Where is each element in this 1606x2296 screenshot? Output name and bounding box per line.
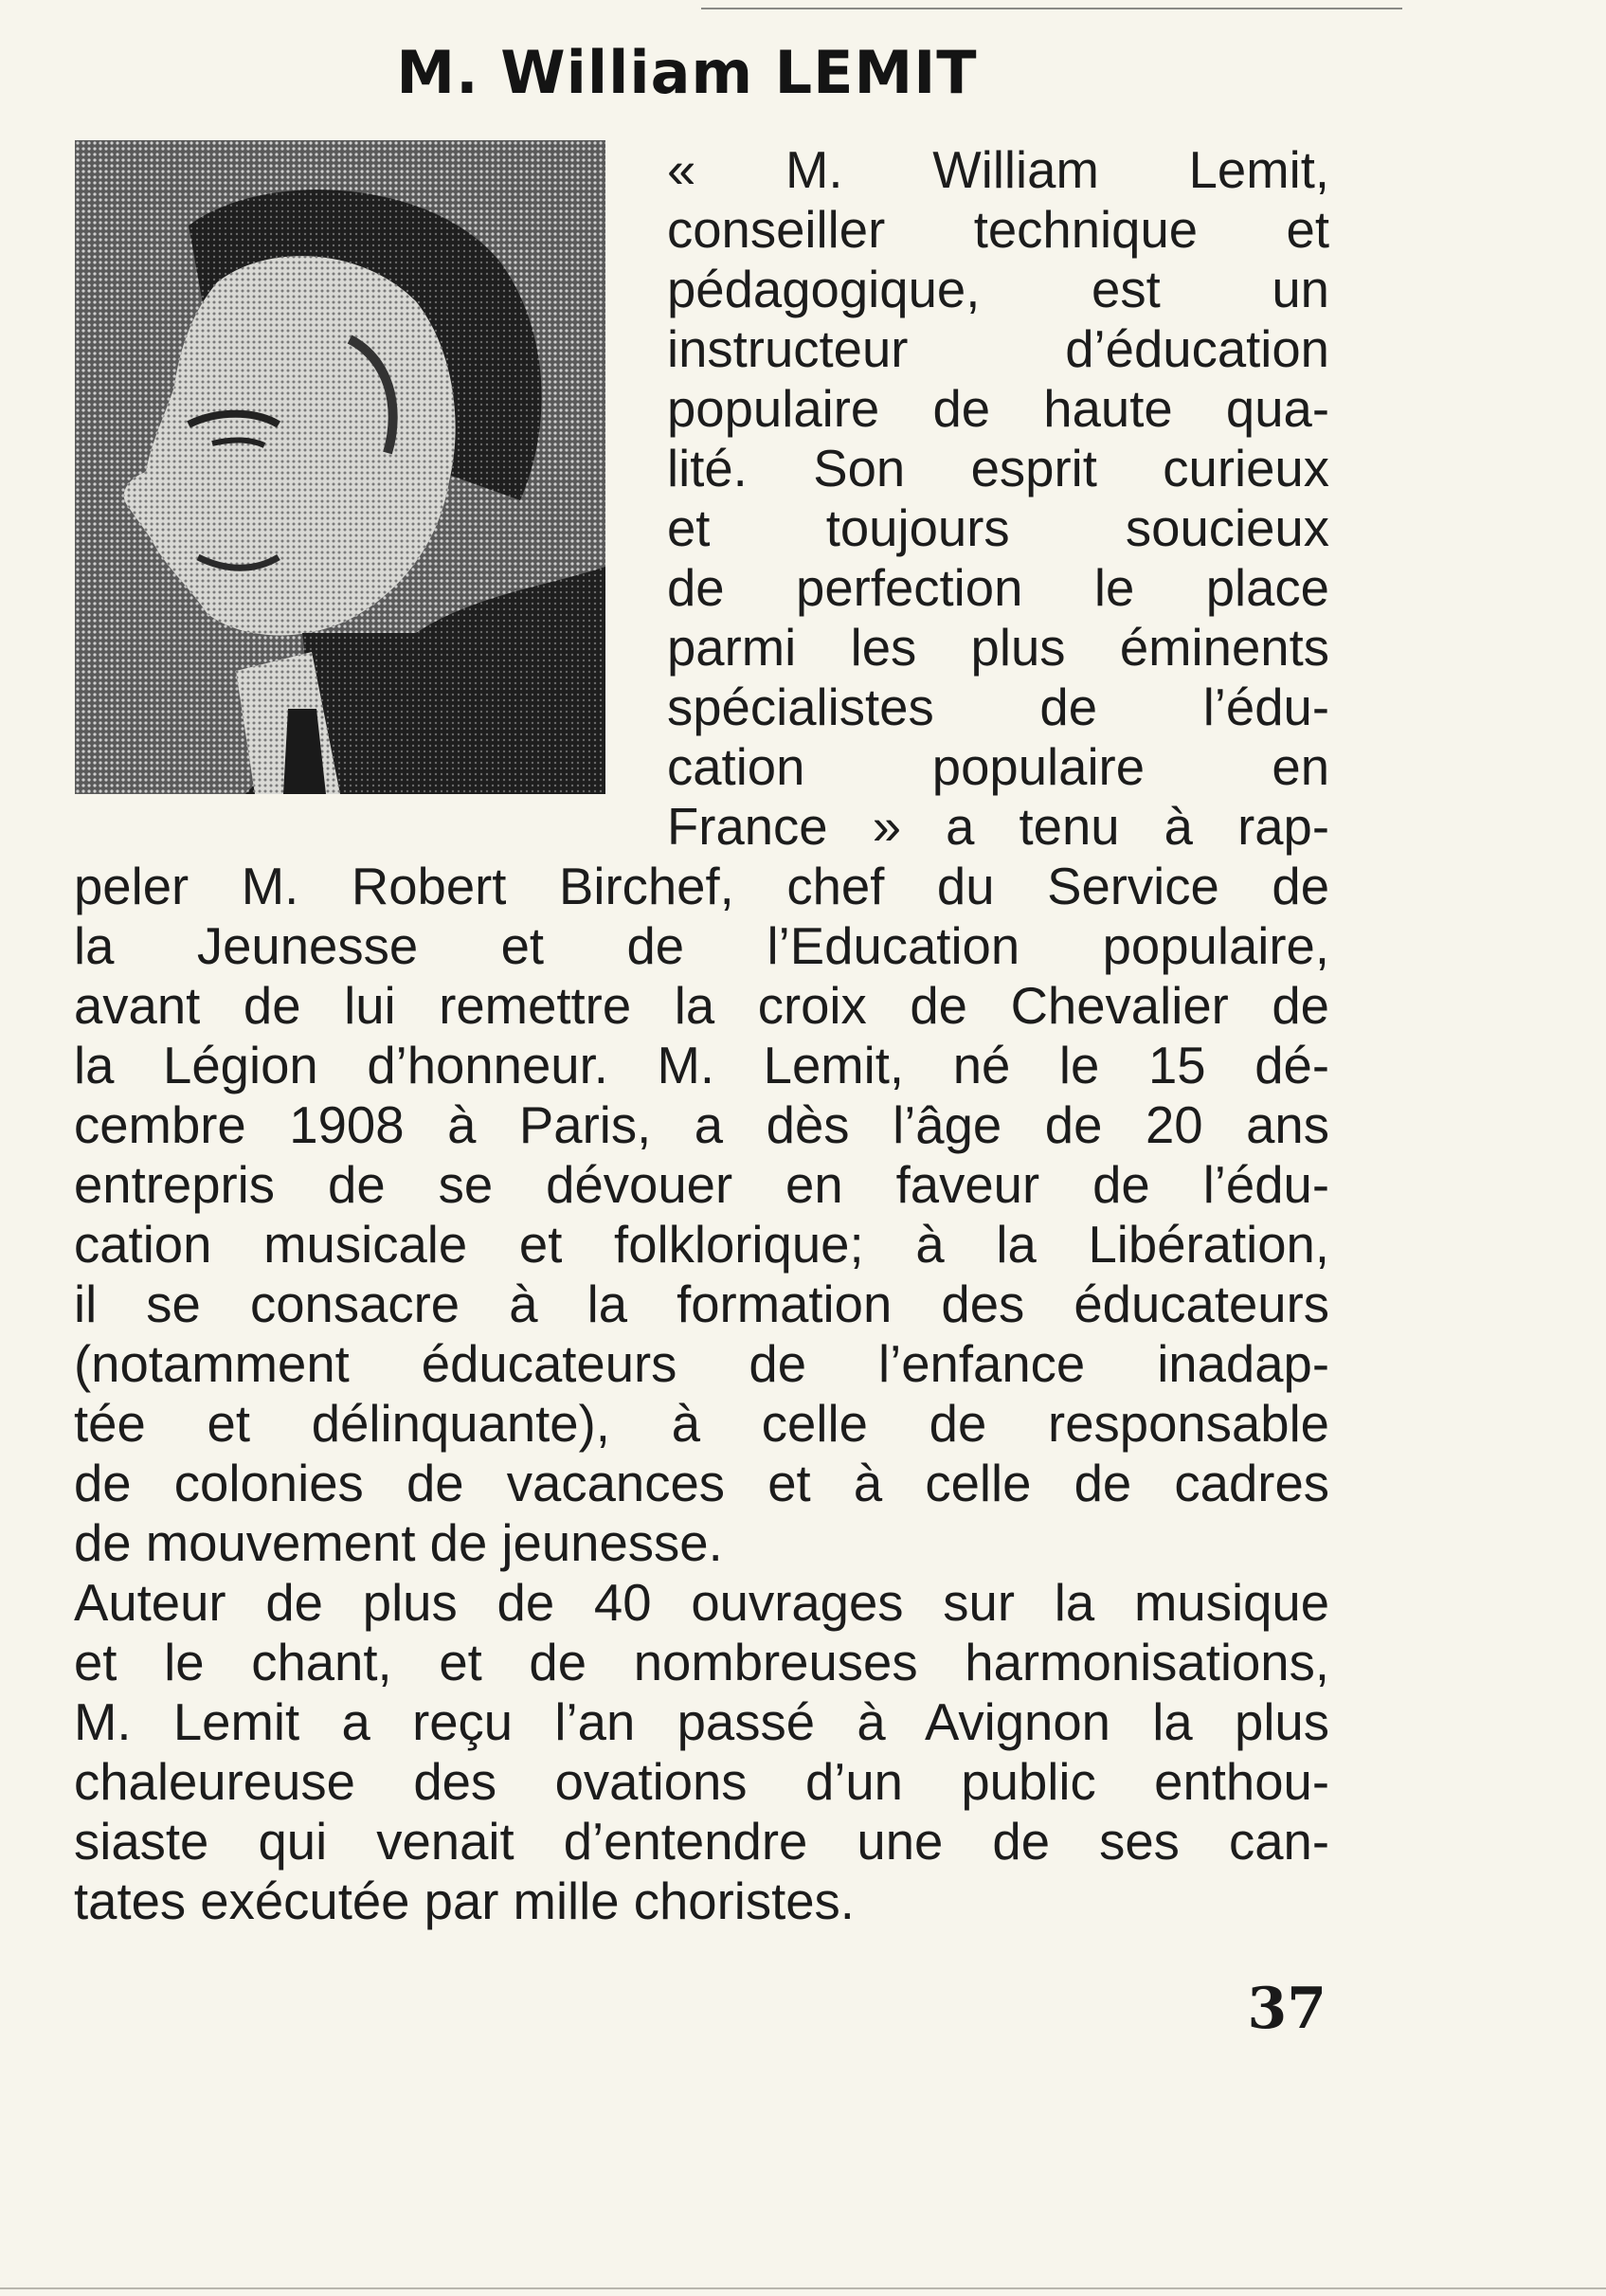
text-line: de colonies de vacances et à celle de cadres (74, 1455, 1329, 1512)
text-line: et le chant, et de nombreuses harmonisations, (74, 1634, 1329, 1691)
top-rule (701, 8, 1402, 9)
text-line: instructeur d’éducation (667, 320, 1329, 378)
text-line: (notamment éducateurs de l’enfance inadap- (74, 1335, 1329, 1393)
text-line: M. Lemit a reçu l’an passé à Avignon la plus (74, 1693, 1329, 1751)
text-line: la Jeunesse et de l’Education populaire, (74, 917, 1329, 975)
text-line: France » a tenu à rap- (667, 798, 1329, 856)
text-line: la Légion d’honneur. M. Lemit, né le 15 dé- (74, 1037, 1329, 1094)
page-number: 37 (1247, 1976, 1326, 2042)
article-title: M. William LEMIT (396, 38, 978, 107)
text-line: cation musicale et folklorique; à la Libération, (74, 1216, 1329, 1274)
text-line: « M. William Lemit, (667, 141, 1329, 199)
text-line: et toujours soucieux (667, 499, 1329, 557)
text-line: cembre 1908 à Paris, a dès l’âge de 20 ans (74, 1096, 1329, 1154)
text-line: spécialistes de l’édu- (667, 678, 1329, 736)
text-line: il se consacre à la formation des éducateurs (74, 1275, 1329, 1333)
text-line: de mouvement de jeunesse. (74, 1514, 723, 1572)
text-line: pédagogique, est un (667, 261, 1329, 318)
text-line: cation populaire en (667, 738, 1329, 796)
text-line: Auteur de plus de 40 ouvrages sur la musique (74, 1574, 1329, 1632)
text-line: siaste qui venait d’entendre une de ses can- (74, 1813, 1329, 1871)
text-line: lité. Son esprit curieux (667, 440, 1329, 497)
text-line: populaire de haute qua- (667, 380, 1329, 438)
text-line: entrepris de se dévouer en faveur de l’édu- (74, 1156, 1329, 1214)
text-line: parmi les plus éminents (667, 619, 1329, 677)
bottom-rule (0, 2287, 1606, 2289)
text-line: avant de lui remettre la croix de Chevalier de (74, 977, 1329, 1035)
article-body (74, 140, 1329, 1931)
text-line: tée et délinquante), à celle de responsable (74, 1395, 1329, 1453)
text-line: conseiller technique et (667, 201, 1329, 259)
text-line: de perfection le place (667, 559, 1329, 617)
text-line: chaleureuse des ovations d’un public enthou- (74, 1753, 1329, 1811)
text-line: tates exécutée par mille choristes. (74, 1872, 855, 1930)
text-line: peler M. Robert Birchef, chef du Service de (74, 858, 1329, 915)
